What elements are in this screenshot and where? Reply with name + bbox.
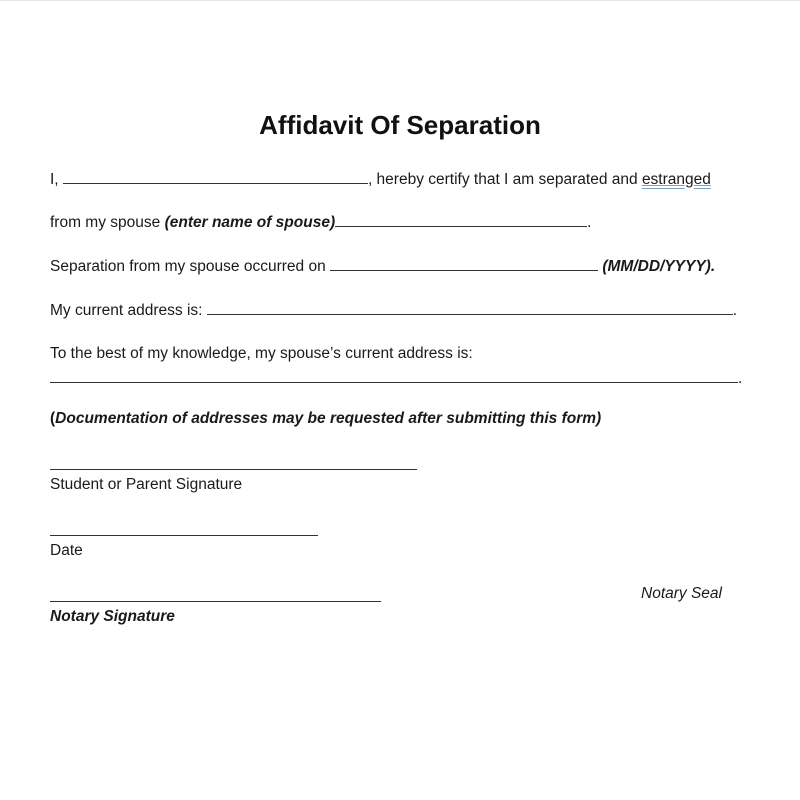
spouse-address-field[interactable] bbox=[50, 368, 738, 383]
spouse-address-label bbox=[50, 344, 473, 364]
date-field[interactable] bbox=[50, 535, 318, 536]
student-parent-signature-label: Student or Parent Signature bbox=[50, 476, 243, 493]
spouse-address-prefix: To the best of my knowledge, my spouse’s current address is: bbox=[50, 345, 473, 362]
current-address-line bbox=[50, 300, 737, 321]
note-open-paren: ( bbox=[50, 410, 56, 427]
notary-signature-field[interactable] bbox=[50, 601, 381, 602]
notary-signature-label: Notary Signature bbox=[50, 608, 175, 625]
separation-date-prefix: Separation from my spouse occurred on bbox=[50, 258, 326, 275]
current-address-field[interactable] bbox=[207, 300, 733, 315]
separation-date-field[interactable] bbox=[330, 256, 598, 271]
spouse-suffix: . bbox=[587, 214, 592, 231]
separation-date-line bbox=[50, 256, 715, 277]
notary-seal-label: Notary Seal bbox=[641, 585, 722, 602]
spouse-prefix: from my spouse bbox=[50, 214, 161, 231]
spouse-name-field[interactable] bbox=[335, 212, 587, 227]
spouse-line bbox=[50, 212, 591, 233]
date-label: Date bbox=[50, 542, 83, 559]
date-format-hint: (MM/DD/YYYY). bbox=[602, 258, 716, 275]
name-field[interactable] bbox=[63, 169, 368, 184]
certify-suffix: , hereby certify that I am separated and bbox=[367, 171, 638, 188]
certify-prefix: I, bbox=[50, 171, 59, 188]
documentation-note bbox=[50, 409, 601, 429]
student-parent-signature-field[interactable] bbox=[50, 469, 417, 470]
spouse-name-hint: (enter name of spouse) bbox=[164, 214, 336, 231]
spouse-address-suffix: . bbox=[738, 370, 743, 387]
spouse-address-line bbox=[50, 368, 742, 389]
certify-line bbox=[50, 169, 711, 190]
note-text: Documentation of addresses may be requested after submitting this form) bbox=[55, 410, 602, 427]
current-address-suffix: . bbox=[732, 302, 738, 319]
document-title: Affidavit Of Separation bbox=[259, 110, 541, 140]
current-address-prefix: My current address is: bbox=[50, 302, 203, 319]
spellcheck-flagged-word: estranged bbox=[641, 171, 711, 188]
